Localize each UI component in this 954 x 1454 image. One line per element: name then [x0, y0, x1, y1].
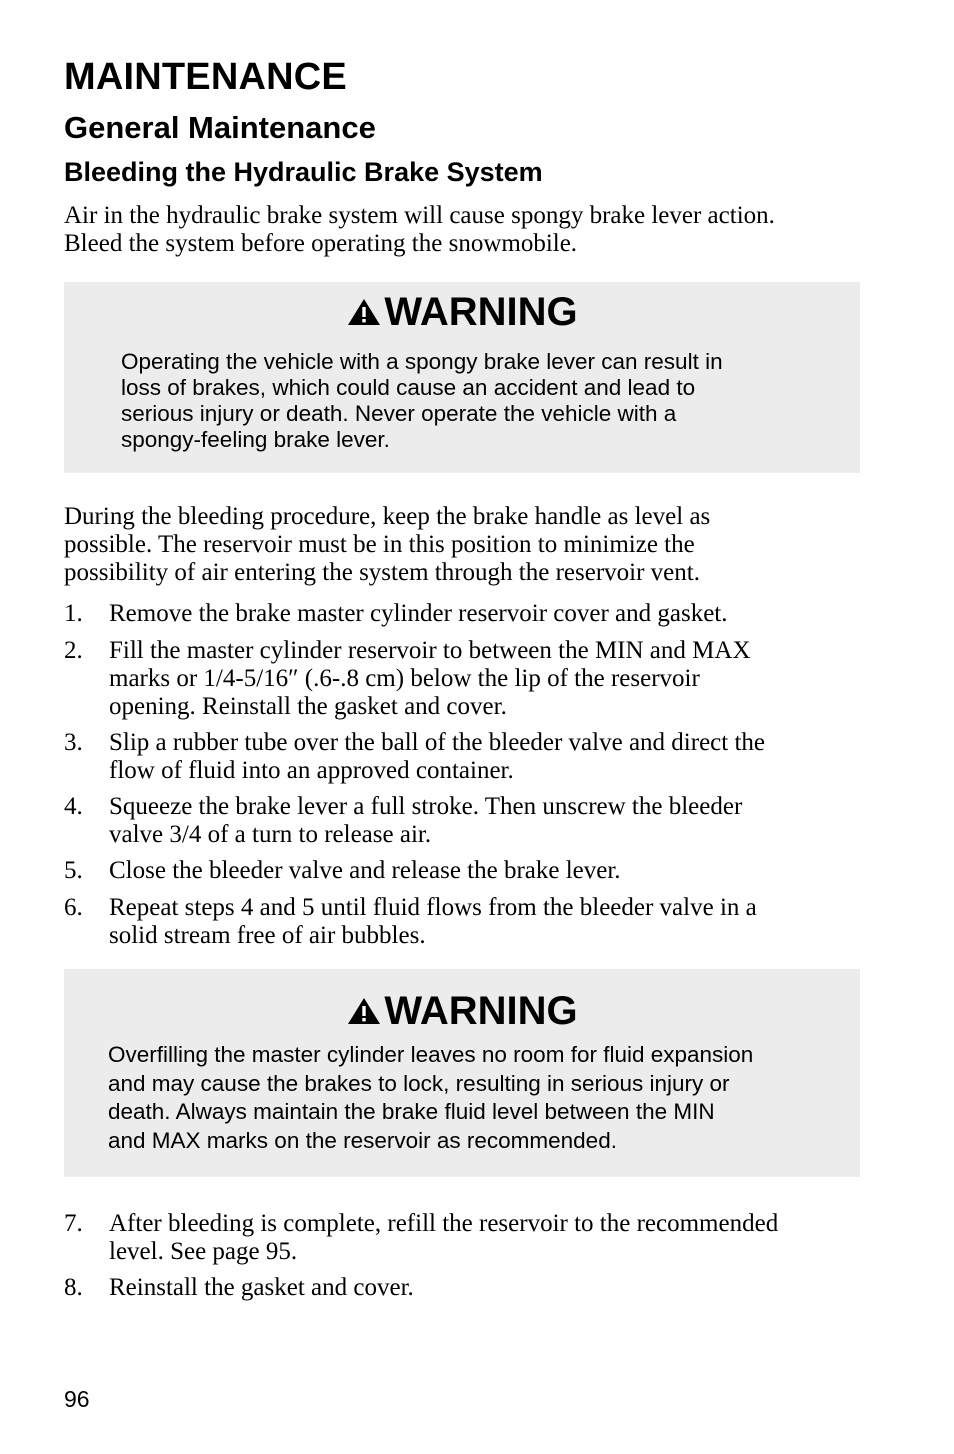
warning-heading: [64, 290, 860, 337]
intro-line: Bleed the system before operating the snowmobile.: [64, 230, 578, 257]
subsection-title: General Maintenance: [64, 110, 376, 145]
step-text: Squeeze the brake lever a full stroke. Then unscrew the bleeder valve 3/4 of a turn to release air.: [109, 793, 743, 848]
section-title: MAINTENANCE: [64, 56, 347, 98]
page-number: 96: [64, 1386, 90, 1412]
procedure-intro-line: possible. The reservoir must be in this position to minimize the: [64, 531, 695, 558]
intro-line: Air in the hydraulic brake system will cause spongy brake lever action.: [64, 202, 775, 229]
warning-line: death. Always maintain the brake fluid level between the MIN: [108, 1099, 715, 1124]
step-number: 8.: [64, 1274, 83, 1301]
warning-triangle-icon: [346, 991, 382, 1036]
warning-line: loss of brakes, which could cause an accident and lead to: [121, 375, 696, 400]
step-number: 3.: [64, 729, 83, 756]
step-text: Repeat steps 4 and 5 until fluid flows from the bleeder valve in a solid stream free of air bubbles.: [109, 894, 757, 949]
step-number: 5.: [64, 857, 83, 884]
warning-title: WARNING: [384, 989, 578, 1033]
warning-line: Overfilling the master cylinder leaves no room for fluid expansion: [108, 1042, 754, 1067]
topic-title: Bleeding the Hydraulic Brake System: [64, 157, 543, 187]
warning-line: spongy-feeling brake lever.: [121, 427, 390, 452]
warning-line: and MAX marks on the reservoir as recommended.: [108, 1127, 617, 1153]
step-text: Remove the brake master cylinder reservoir cover and gasket.: [109, 600, 728, 627]
warning-triangle-icon: [346, 292, 382, 337]
step-text: After bleeding is complete, refill the reservoir to the recommended level. See page 95.: [109, 1210, 779, 1265]
step-number: 6.: [64, 894, 83, 921]
warning-text: [121, 349, 821, 453]
intro-paragraph: [64, 202, 864, 258]
warning-line: serious injury or death. Never operate the vehicle with a: [121, 401, 677, 426]
step-text: Reinstall the gasket and cover.: [109, 1274, 414, 1301]
step-number: 1.: [64, 600, 83, 627]
warning-box: [64, 969, 860, 1177]
step-text: Slip a rubber tube over the ball of the bleeder valve and direct the flow of fluid into an approved container.: [109, 729, 765, 784]
warning-title: WARNING: [384, 290, 578, 334]
warning-heading: [64, 989, 860, 1036]
step-text: Fill the master cylinder reservoir to between the MIN and MAX marks or 1/4-5/16″ (.6-.8 cm) below the lip of the reservoir opening. Reinstall the gasket and cover.: [109, 637, 751, 720]
warning-box: [64, 282, 860, 473]
warning-line: Operating the vehicle with a spongy brake lever can result in: [121, 349, 723, 374]
procedure-intro-line: During the bleeding procedure, keep the brake handle as level as: [64, 503, 711, 530]
procedure-intro-paragraph: [64, 503, 864, 587]
step-number: 4.: [64, 793, 83, 820]
warning-line: and may cause the brakes to lock, resulting in serious injury or: [108, 1070, 730, 1096]
warning-text: [108, 1041, 848, 1155]
step-number: 7.: [64, 1210, 83, 1237]
step-number: 2.: [64, 637, 83, 664]
step-text: Close the bleeder valve and release the brake lever.: [109, 857, 621, 884]
procedure-intro-line: possibility of air entering the system through the reservoir vent.: [64, 559, 700, 586]
